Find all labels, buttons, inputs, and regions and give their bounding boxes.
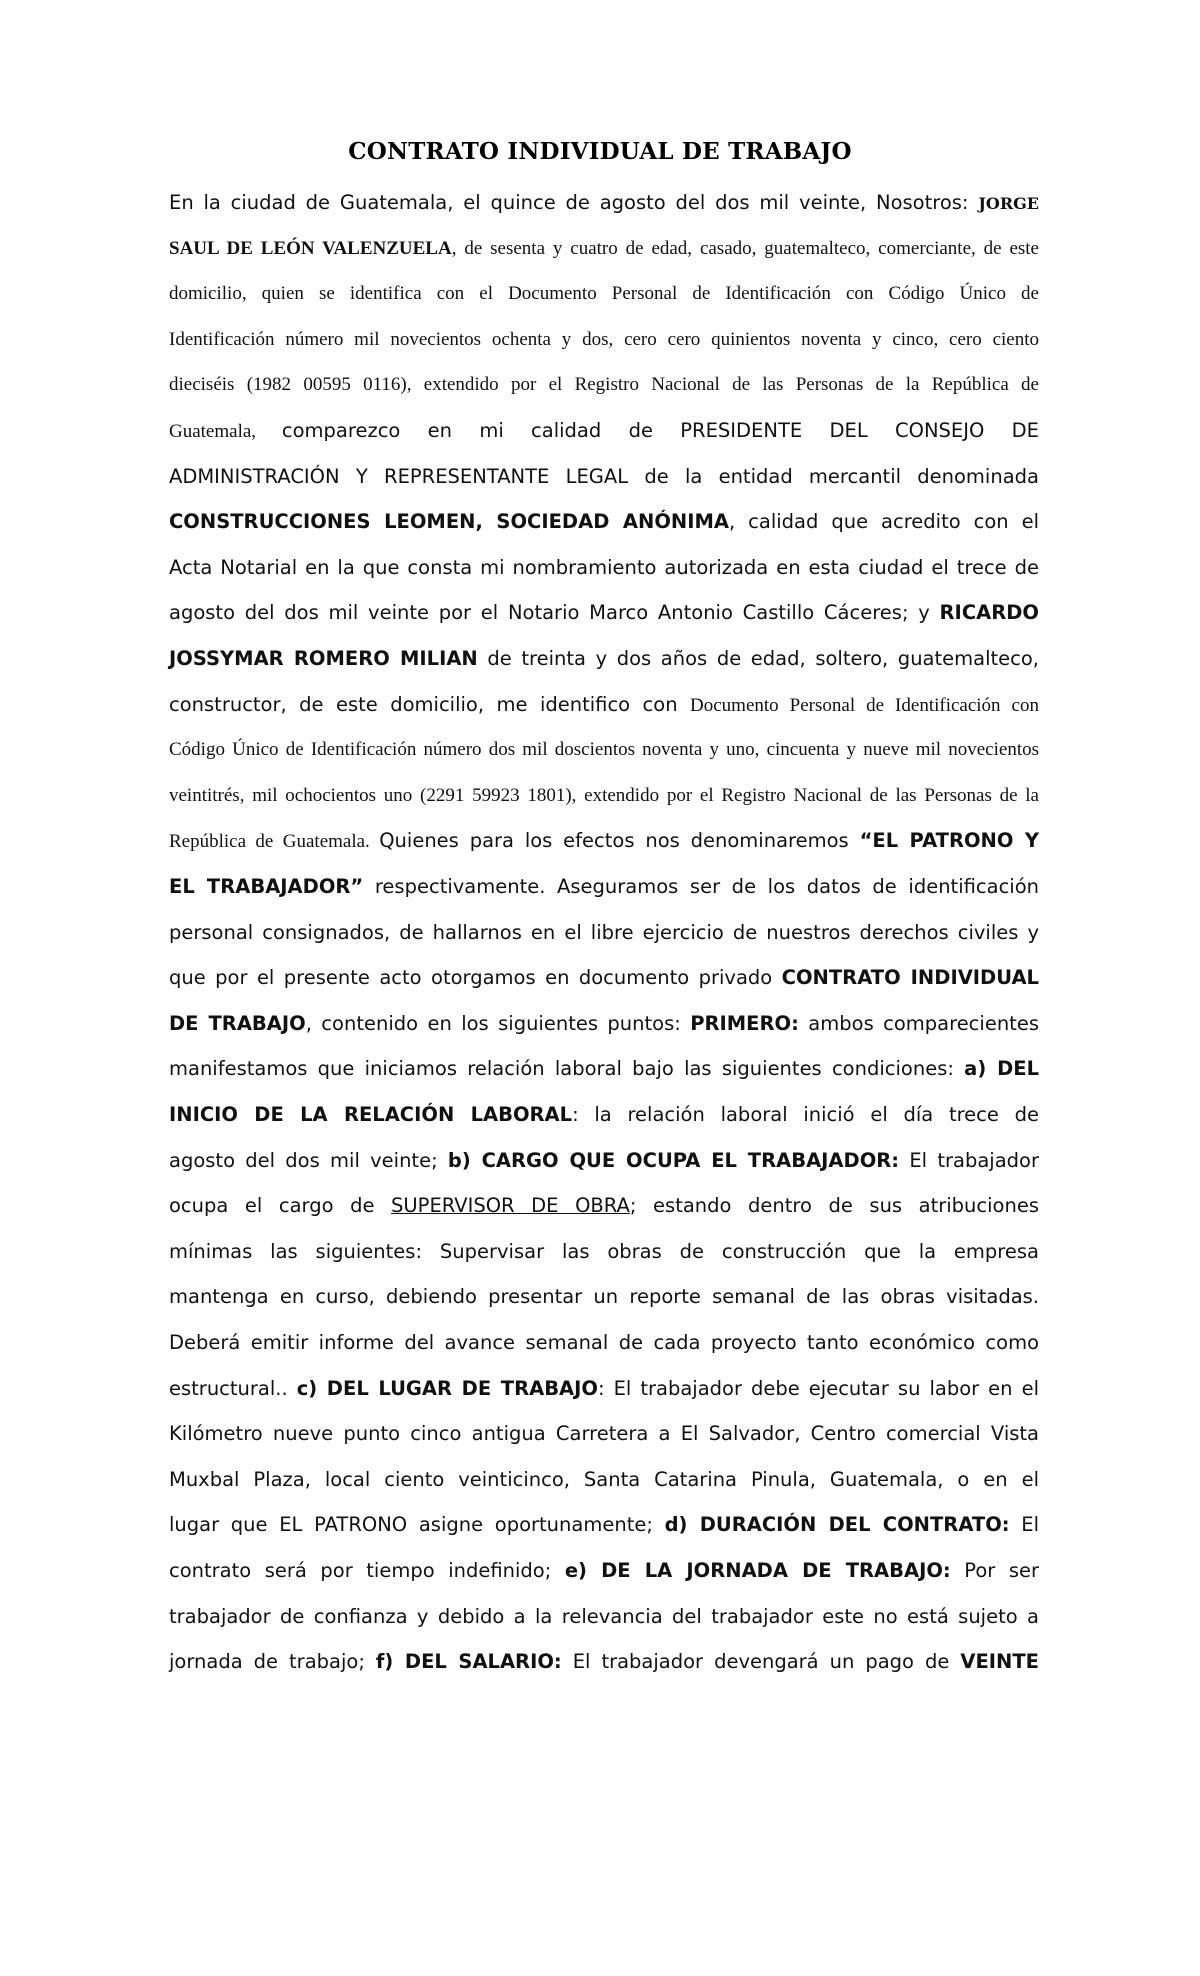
text-run: Acta Notarial en la que consta mi nombramiento autorizada en esta ciudad el trece de: [169, 555, 1039, 579]
contract-line: [169, 1374, 1039, 1404]
text-run: DE TRABAJO: [169, 1011, 306, 1035]
contract-line: [169, 1009, 1039, 1039]
text-run: CONSTRUCCIONES LEOMEN, SOCIEDAD ANÓNIMA: [169, 510, 729, 534]
text-run: respectivamente. Aseguramos ser de los datos de identificación: [363, 875, 1039, 898]
text-run: contrato será por tiempo indefinido;: [169, 1559, 565, 1582]
contract-line: [169, 1465, 1039, 1495]
text-run: constructor, de este domicilio, me identifico con: [169, 692, 691, 716]
text-run: , de sesenta y cuatro de edad, casado, guatemalteco, comerciante, de este: [451, 237, 1039, 259]
contract-line: [169, 462, 1039, 492]
text-run: jornada de trabajo;: [169, 1650, 376, 1674]
contract-line: [169, 963, 1039, 993]
text-run: a) DEL: [964, 1057, 1040, 1081]
contract-line: [169, 690, 1039, 720]
contract-line: [169, 918, 1039, 948]
text-run: : la relación laboral inició el día trece de: [572, 1103, 1040, 1126]
document-title: CONTRATO INDIVIDUAL DE TRABAJO: [348, 138, 852, 165]
text-run: dieciséis (1982 00595 0116), extendido por el Registro Nacional de las Personas de la República de: [169, 374, 1039, 396]
contract-line: [169, 598, 1039, 628]
text-run: JOSSYMAR ROMERO MILIAN: [169, 647, 478, 670]
text-run: Muxbal Plaza, local ciento veinticinco, Santa Catarina Pinula, Guatemala, o en el: [169, 1467, 1039, 1491]
text-run: ocupa el cargo de: [169, 1194, 392, 1218]
contract-line: [169, 188, 1039, 218]
text-run: En la ciudad de Guatemala, el quince de agosto del dos mil veinte, Nosotros:: [169, 191, 979, 214]
text-run: Quienes para los efectos nos denominaremos: [379, 829, 860, 853]
text-run: SAUL DE LEÓN VALENZUELA: [169, 237, 452, 259]
contract-line: [169, 826, 1039, 856]
contract-line: [169, 553, 1039, 583]
text-run: mantenga en curso, debiendo presentar un reporte semanal de las obras visitadas.: [169, 1285, 1039, 1309]
contract-line: [169, 1328, 1039, 1358]
text-run: d) DURACIÓN DEL CONTRATO:: [664, 1513, 1010, 1537]
contract-line: [169, 781, 1039, 811]
contract-line: [169, 735, 1039, 765]
text-run: que por el presente acto otorgamos en documento privado: [169, 966, 782, 990]
contract-line: [169, 279, 1039, 309]
contract-line: [169, 1419, 1039, 1449]
contract-line: [169, 234, 1039, 264]
contract-line: [169, 644, 1039, 674]
text-run: República de Guatemala.: [169, 831, 380, 853]
text-run: JORGE: [978, 194, 1039, 213]
contract-line: [169, 1510, 1039, 1540]
text-run: estructural..: [169, 1376, 297, 1400]
text-run: trabajador de confianza y debido a la relevancia del trabajador este no está sujeto a: [169, 1604, 1039, 1628]
text-run: ambos comparecientes: [798, 1011, 1039, 1035]
text-run: veintitrés, mil ochocientos uno (2291 59923 1801), extendido por el Registro Nacional de las Personas de la: [169, 784, 1039, 806]
text-run: EL TRABAJADOR”: [169, 875, 364, 898]
text-run: c) DEL LUGAR DE TRABAJO: [296, 1376, 598, 1400]
text-run: ; estando dentro de sus atribuciones: [629, 1194, 1040, 1218]
text-run: Por ser: [950, 1559, 1039, 1582]
text-run: El: [1009, 1513, 1039, 1537]
contract-line: [169, 370, 1039, 400]
contract-line: [169, 1237, 1039, 1267]
text-run: , contenido en los siguientes puntos:: [305, 1011, 691, 1035]
text-run: agosto del dos mil veinte por el Notario Marco Antonio Castillo Cáceres; y: [169, 601, 940, 625]
text-run: de treinta y dos años de edad, soltero, guatemalteco,: [477, 647, 1039, 670]
text-run: Deberá emitir informe del avance semanal de cada proyecto tanto económico como: [169, 1331, 1039, 1354]
text-run: El trabajador devengará un pago de: [561, 1650, 961, 1674]
contract-line: [169, 1282, 1039, 1312]
contract-line: [169, 1146, 1039, 1176]
contract-line: [169, 416, 1039, 446]
text-run: INICIO DE LA RELACIÓN LABORAL: [169, 1103, 573, 1126]
text-run: CONTRATO INDIVIDUAL: [781, 966, 1039, 990]
text-run: Guatemala,: [169, 421, 282, 442]
text-run: agosto del dos mil veinte;: [169, 1148, 448, 1172]
text-run: , calidad que acredito con el: [729, 510, 1039, 534]
text-run: Código Único de Identificación número dos mil doscientos noventa y uno, cincuenta y nueve mil novecientos: [169, 739, 1039, 761]
text-run: domicilio, quien se identifica con el Documento Personal de Identificación con Código Único de: [169, 283, 1039, 305]
text-run: : El trabajador debe ejecutar su labor en el: [597, 1376, 1039, 1400]
text-run: El trabajador: [899, 1148, 1039, 1172]
text-run: f) DEL SALARIO:: [375, 1650, 562, 1674]
text-run: PRIMERO:: [690, 1011, 799, 1035]
text-run: comparezco en mi calidad de PRESIDENTE DEL CONSEJO DE: [281, 419, 1039, 442]
text-run: “EL PATRONO Y: [859, 829, 1039, 853]
text-run: manifestamos que iniciamos relación laboral bajo las siguientes condiciones:: [169, 1057, 965, 1081]
text-run: mínimas las siguientes: Supervisar las obras de construcción que la empresa: [169, 1239, 1039, 1263]
contract-line: [169, 507, 1039, 537]
text-run: ADMINISTRACIÓN Y REPRESENTANTE LEGAL de la entidad mercantil denominada: [169, 464, 1039, 488]
contract-line: [169, 1556, 1039, 1586]
contract-line: [169, 1647, 1039, 1677]
text-run: lugar que EL PATRONO asigne oportunamente;: [169, 1513, 665, 1537]
text-run: b) CARGO QUE OCUPA EL TRABAJADOR:: [447, 1148, 900, 1172]
text-run: Kilómetro nueve punto cinco antigua Carretera a El Salvador, Centro comercial Vista: [169, 1422, 1039, 1446]
contract-line: [169, 1602, 1039, 1632]
contract-line: [169, 325, 1039, 355]
text-run: personal consignados, de hallarnos en el libre ejercicio de nuestros derechos civiles y: [169, 920, 1039, 944]
contract-line: [169, 1191, 1039, 1221]
contract-line: [169, 1100, 1039, 1130]
text-run: Identificación número mil novecientos ochenta y dos, cero cero quinientos noventa y cinco, cero ciento: [169, 328, 1039, 350]
text-run: RICARDO: [939, 601, 1039, 625]
text-run: Documento Personal de Identificación con: [690, 694, 1039, 716]
text-run: VEINTE: [960, 1650, 1039, 1674]
contract-line: [169, 1054, 1039, 1084]
text-run: e) DE LA JORNADA DE TRABAJO:: [564, 1559, 951, 1582]
contract-line: [169, 872, 1039, 902]
text-run: SUPERVISOR DE OBRA: [391, 1194, 630, 1218]
